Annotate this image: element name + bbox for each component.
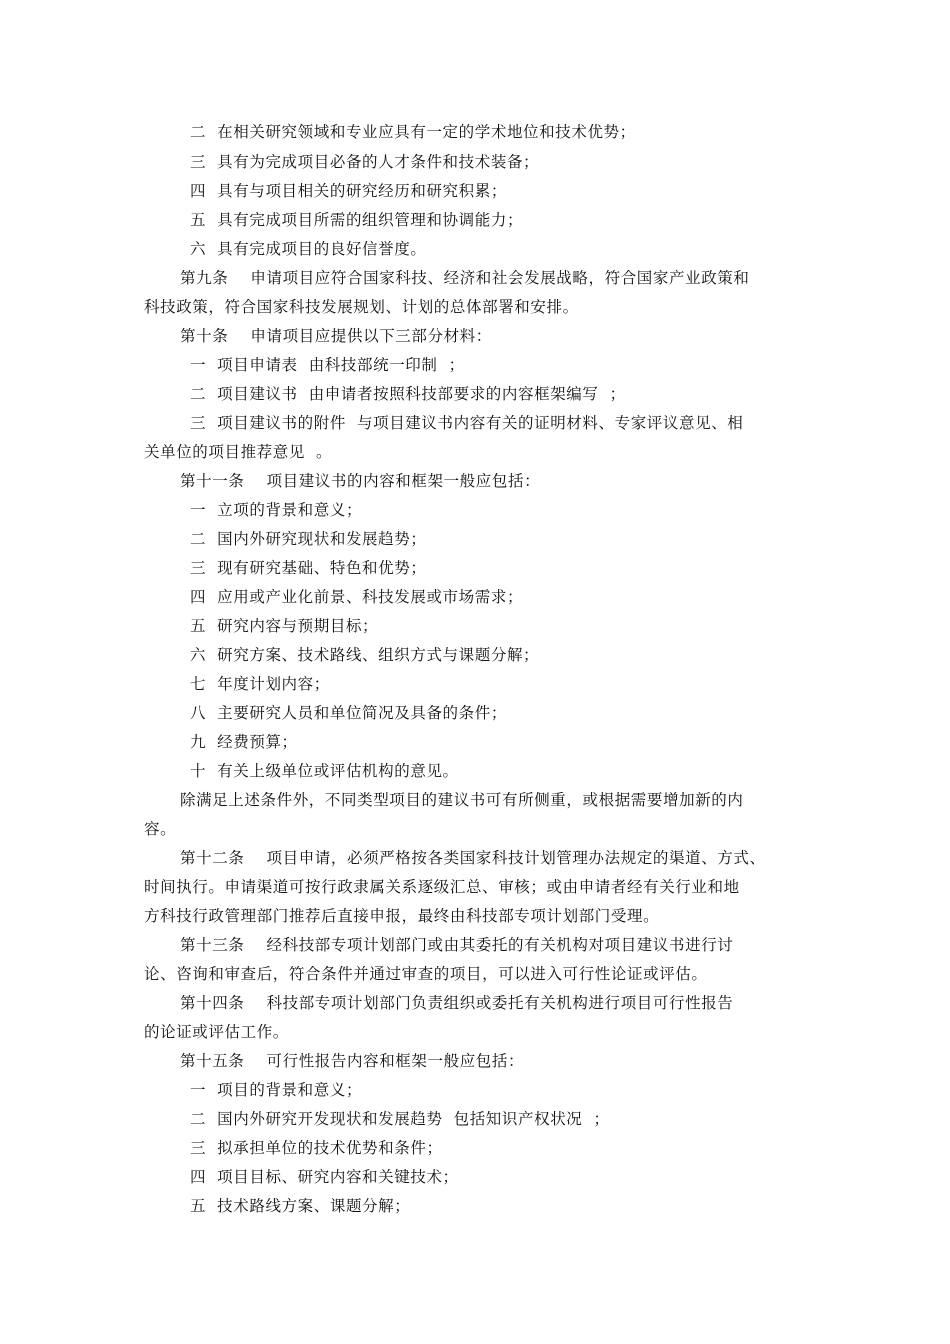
article-11-heading: 第十一条 项目建议书的内容和框架一般应包括： bbox=[180, 472, 541, 490]
text-line: 除满足上述条件外，不同类型项目的建议书可有所侧重，或根据需要增加新的内 bbox=[180, 791, 744, 809]
text-line: 关单位的项目推荐意见 。 bbox=[144, 443, 333, 461]
article-14-heading: 第十四条 科技部专项计划部门负责组织或委托有关机构进行项目可行性报告 bbox=[180, 994, 734, 1012]
text-line: 方科技行政管理部门推荐后直接申报，最终由科技部专项计划部门受理。 bbox=[144, 907, 660, 925]
article-12-heading: 第十二条 项目申请，必须严格按各类国家科技计划管理办法规定的渠道、方式、 bbox=[180, 849, 766, 867]
text-line: 七 年度计划内容； bbox=[190, 675, 330, 693]
text-line: 三 具有为完成项目必备的人才条件和技术装备； bbox=[190, 153, 540, 171]
text-line: 的论证或评估工作。 bbox=[144, 1023, 289, 1041]
text-line: 时间执行。申请渠道可按行政隶属关系逐级汇总、审核；或由申请者经有关行业和地 bbox=[144, 878, 740, 896]
text-line: 五 具有完成项目所需的组织管理和协调能力； bbox=[190, 211, 524, 229]
text-line: 十 有关上级单位或评估机构的意见。 bbox=[190, 762, 459, 780]
text-line: 六 研究方案、技术路线、组织方式与课题分解； bbox=[190, 646, 540, 664]
text-line: 四 具有与项目相关的研究经历和研究积累； bbox=[190, 182, 507, 200]
text-line: 八 主要研究人员和单位简况及具备的条件； bbox=[190, 704, 507, 722]
text-line: 三 拟承担单位的技术优势和条件； bbox=[190, 1139, 443, 1157]
text-line: 四 应用或产业化前景、科技发展或市场需求； bbox=[190, 588, 524, 606]
article-10-heading: 第十条 申请项目应提供以下三部分材料： bbox=[180, 327, 492, 345]
article-15-heading: 第十五条 可行性报告内容和框架一般应包括： bbox=[180, 1052, 525, 1070]
text-line: 五 技术路线方案、课题分解； bbox=[190, 1197, 411, 1215]
text-line: 科技政策，符合国家科技发展规划、计划的总体部署和安排。 bbox=[144, 298, 579, 316]
text-line: 六 具有完成项目的良好信誉度。 bbox=[190, 240, 427, 258]
text-line: 一 项目申请表 由科技部统一印制 ； bbox=[190, 356, 465, 374]
text-line: 二 项目建议书 由申请者按照科技部要求的内容框架编写 ； bbox=[190, 385, 626, 403]
text-line: 一 立项的背景和意义； bbox=[190, 501, 363, 519]
text-line: 三 现有研究基础、特色和优势； bbox=[190, 559, 427, 577]
article-9-heading: 第九条 申请项目应符合国家科技、经济和社会发展战略，符合国家产业政策和 bbox=[180, 269, 750, 287]
text-line: 二 国内外研究现状和发展趋势； bbox=[190, 530, 427, 548]
text-line: 二 国内外研究开发现状和发展趋势 包括知识产权状况 ； bbox=[190, 1110, 610, 1128]
article-13-heading: 第十三条 经科技部专项计划部门或由其委托的有关机构对项目建议书进行讨 bbox=[180, 936, 734, 954]
text-line: 九 经费预算； bbox=[190, 733, 298, 751]
text-line: 容。 bbox=[144, 820, 177, 838]
text-line: 四 项目目标、研究内容和关键技术； bbox=[190, 1168, 459, 1186]
text-line: 论、咨询和审查后，符合条件并通过审查的项目，可以进入可行性论证或评估。 bbox=[144, 965, 708, 983]
text-line: 五 研究内容与预期目标； bbox=[190, 617, 379, 635]
text-line: 一 项目的背景和意义； bbox=[190, 1081, 363, 1099]
text-line: 三 项目建议书的附件 与项目建议书内容有关的证明材料、专家评议意见、相 bbox=[190, 414, 744, 432]
text-line: 二 在相关研究领域和专业应具有一定的学术地位和技术优势； bbox=[190, 123, 636, 141]
